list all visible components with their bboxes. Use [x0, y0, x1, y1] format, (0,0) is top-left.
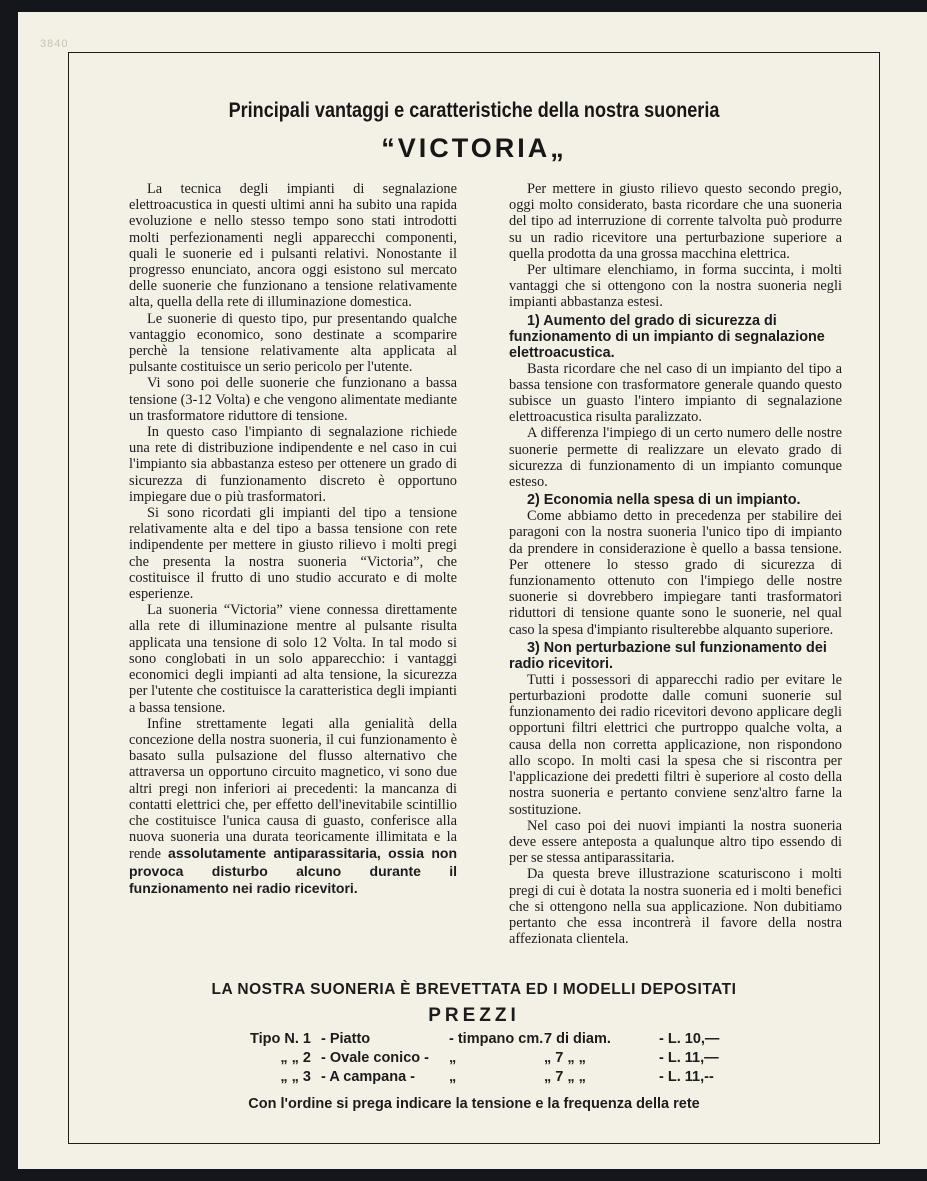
price-list	[69, 1031, 879, 1088]
right-column	[509, 181, 842, 947]
paragraph: Come abbiamo detto in precedenza per stabilire dei paragoni con la nostra suoneria l'unico tipo di impianto da prendere in considerazione è quello a bassa tensione. Per ottenere lo stesso grado di sicurezza di funzionamento ottenuto con l'impiego delle nostre suonerie si dovrebbero impiegare tanti trasformatori riduttori di tensione quante sono le suonerie, nel qual caso la spesa d'impianto risulterebbe alquanto superiore.	[509, 508, 842, 638]
product-name: “VICTORIA„	[381, 133, 567, 163]
price-type: „ „ 2	[280, 1050, 311, 1066]
section-heading-2: 2) Economia nella spesa di un impianto.	[527, 492, 801, 509]
paragraph: Basta ricordare che nel caso di un impianto del tipo a bassa tensione con trasformatore generale quando questo subisce un guasto l'intero impianto di segnalazione elettroacustica risulta paralizzato.	[509, 360, 842, 426]
paragraph: Si sono ricordati gli impianti del tipo a tensione relativamente alta e del tipo a bassa tensione con rete indipendente per mettere in giusto rilievo i molti pregi che presenta la nostra suoneria “Victoria”, che costituisce il frutto di uno studio accurato e di molte esperienze.	[129, 505, 457, 603]
price-value: - L. 11,--	[659, 1069, 714, 1085]
page-title: Principali vantaggi e caratteristiche della nostra suoneria	[228, 99, 720, 122]
price-row	[69, 1069, 879, 1088]
paragraph: La tecnica degli impianti di segnalazione elettroacustica in questi ultimi anni ha subito una rapida evoluzione e nello stesso tempo sono stati introdotti molti perfezionamenti negli apparecchi componenti, quali le suonerie ed i pulsanti relativi. Nonostante il progresso enunciato, ancora oggi esistono sul mercato delle suonerie che funzionano a tensione relativamente alta, quella della rete di illuminazione domestica.	[129, 181, 457, 311]
price-model: - Piatto	[321, 1031, 371, 1047]
price-value: - L. 10,—	[659, 1031, 720, 1047]
paragraph-text: Infine strettamente legati alla genialità della concezione della nostra suoneria, il cui funzionamento è basato sulla pulsazione del flusso alternativo che attraversa un opportuno circuito magnetico, vi sono due altri pregi non inferiori ai precedenti: la mancanza di contatti elettrici che, per effetto dell'inevitabile scintillio che costituisce l'unica causa di guasto, conferisce alla nuova suoneria una durata teoricamente illimitata e la rende	[129, 715, 457, 863]
price-timpano: - timpano cm.	[449, 1031, 544, 1047]
order-note: Con l'ordine si prega indicare la tensione e la frequenza della rete	[248, 1096, 700, 1112]
price-timpano: „	[449, 1069, 457, 1085]
price-row	[69, 1050, 879, 1069]
price-size: „ 7 „ „	[544, 1069, 586, 1085]
paragraph: In questo caso l'impianto di segnalazione richiede una rete di distribuzione indipendente e nel caso in cui l'impianto sia abbastanza esteso per ottenere un grado di sicurezza di funzionamento discreto è opportuno impiegare due o più trasformatori.	[129, 424, 457, 505]
paragraph: Tutti i possessori di apparecchi radio per evitare le perturbazioni prodotte dalle comuni suonerie sul funzionamento dei radio ricevitori devono applicare degli opportuni filtri elettrici che purtroppo qualche volta, a causa della non corretta applicazione, non rispondono allo scopo. In molti casi la spesa che si riscontra per l'applicazione dei predetti filtri è superiore al costo della nostra suoneria e pertanto conviene senz'altro farne la sostituzione.	[509, 671, 842, 818]
left-column	[129, 181, 457, 897]
price-model: - Ovale conico -	[321, 1050, 429, 1066]
price-size: „ 7 „ „	[544, 1050, 586, 1066]
price-value: - L. 11,—	[659, 1050, 719, 1066]
paragraph: Nel caso poi dei nuovi impianti la nostra suoneria deve essere anteposta a qualunque altro tipo essendo di per se stessa antiparassitaria.	[509, 817, 842, 867]
page-border	[68, 52, 880, 1144]
archive-mark: 3840	[40, 38, 69, 50]
patent-notice: LA NOSTRA SUONERIA È BREVETTATA ED I MODELLI DEPOSITATI	[211, 981, 737, 998]
paragraph: A differenza l'impiego di un certo numero delle nostre suonerie permette di realizzare un elevato grado di sicurezza di funzionamento di un impianto comunque esteso.	[509, 425, 842, 491]
paragraph: Per ultimare elenchiamo, in forma succinta, i molti vantaggi che si ottengono con la nostra suoneria negli impianti abbastanza estesi.	[509, 262, 842, 311]
price-size: 7 di diam.	[544, 1031, 611, 1047]
paragraph: La suoneria “Victoria” viene connessa direttamente alla rete di illuminazione mentre al pulsante risulta applicata una tensione di solo 12 Volta. In tal modo si sono conglobati in un solo apparecchio: i vantaggi economici degli impianti ad alta tensione, la sicurezza per l'utente che costituisce la caratteristica degli impianti a bassa tensione.	[129, 602, 457, 716]
price-section	[69, 981, 879, 1112]
bold-statement: assolutamente antiparassitaria, ossia non provoca disturbo alcuno durante il funzionamento nei radio ricevitori.	[129, 845, 457, 896]
document-page	[18, 12, 927, 1169]
price-type: „ „ 3	[280, 1069, 311, 1085]
paragraph: Vi sono poi delle suonerie che funzionano a bassa tensione (3-12 Volta) e che vengono alimentate mediante un trasformatore riduttore di tensione.	[129, 375, 457, 424]
paragraph: Per mettere in giusto rilievo questo secondo pregio, oggi molto considerato, basta ricordare che una suoneria del tipo ad interruzione di corrente talvolta può produrre su un radio ricevitore una perturbazione superiore a quella prodotta da una grossa macchina elettrica.	[509, 181, 842, 262]
price-type: Tipo N. 1	[250, 1031, 311, 1047]
section-heading-1: 1) Aumento del grado di sicurezza di funzionamento di un impianto di segnalazione elettroacustica.	[509, 312, 825, 361]
prices-heading: PREZZI	[428, 1005, 520, 1026]
paragraph: Da questa breve illustrazione scaturiscono i molti pregi di cui è dotata la nostra suoneria ed i molti benefici che si ottengono nella sua applicazione. Non dubitiamo pertanto che essa incontrerà il favore della nostra affezionata clientela.	[509, 866, 842, 948]
paragraph	[129, 716, 457, 897]
price-model: - A campana -	[321, 1069, 416, 1085]
price-timpano: „	[449, 1050, 457, 1066]
section-heading-3: 3) Non perturbazione sul funzionamento dei radio ricevitori.	[509, 639, 827, 672]
paragraph: Le suonerie di questo tipo, pur presentando qualche vantaggio economico, sono destinate a scomparire perchè la tensione relativamente alta applicata al pulsante costituisce un serio pericolo per l'utente.	[129, 310, 457, 376]
price-row	[69, 1031, 879, 1050]
